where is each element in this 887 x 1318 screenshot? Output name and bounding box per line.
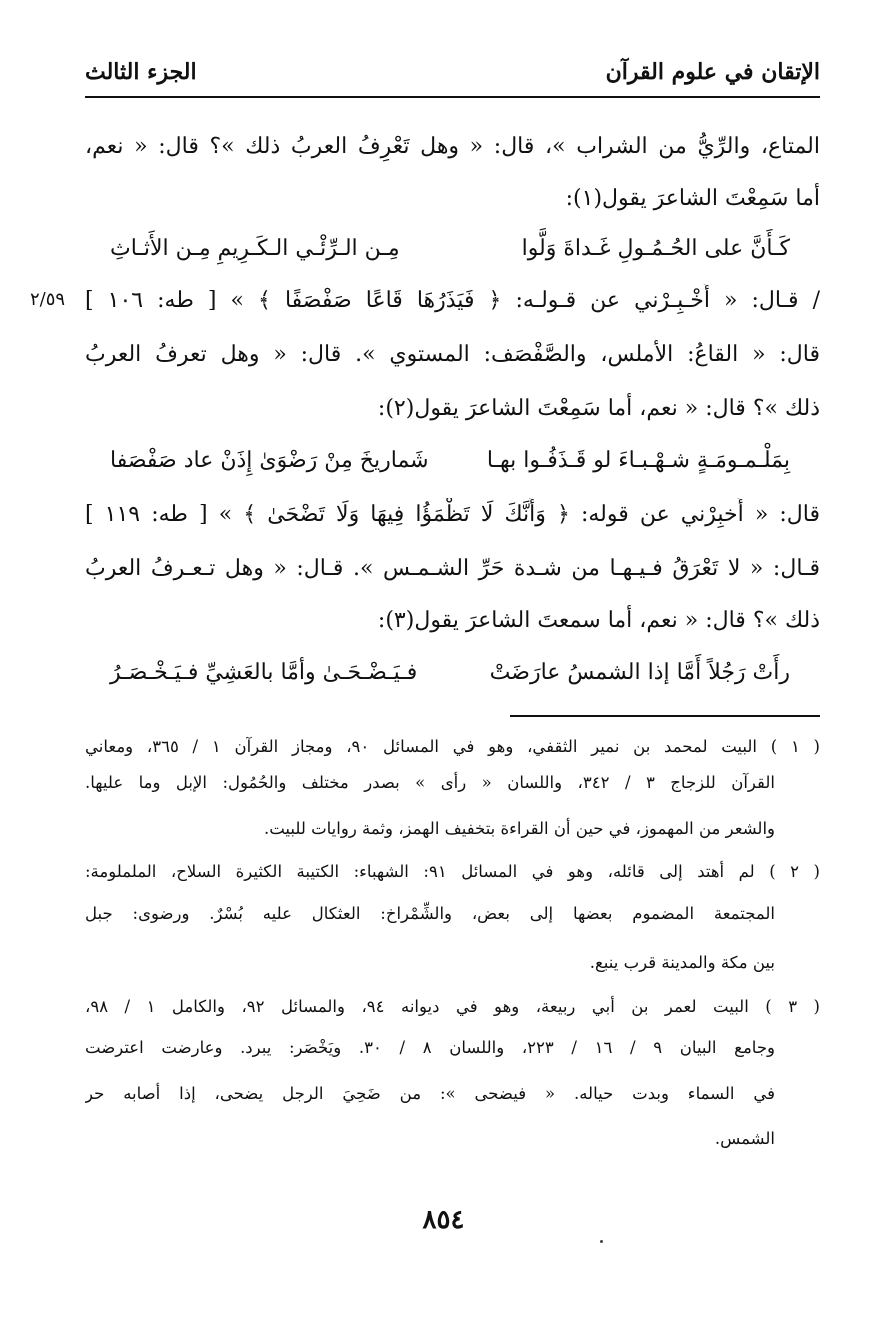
- footnote-3-line: وجامع البيان ٩ / ١٦ / ٢٢٣، واللسان ٨ / ٣٠. ويَخْصَر: يبرد. وعارضت اعترضت: [85, 1038, 775, 1057]
- verse-line: [110, 656, 790, 696]
- footnote-divider: [510, 715, 820, 717]
- verse-first-hemistich: رأَتْ رَجُلاً أَمَّا إذا الشمسُ عارَضَتْ: [489, 660, 790, 685]
- footnote-3-line: في السماء وبدت حياله. « فيضحى »: من ضَحِيَ الرجل يضحى، إذا أصابه حر: [85, 1084, 775, 1103]
- body-line: قال: « أَخبِرْني عن قوله: ﴿ وَأَنَّكَ لَا تَظْمَؤُا فِيهَا وَلَا تَضْحَىٰ ﴾ » [ طه: ١١٩ ]: [85, 502, 820, 527]
- page-number: ٨٥٤: [422, 1205, 465, 1235]
- body-line: قـال: « لا تَعْرَقُ فـيـهـا من شـدة حَرِّ الشـمـس ». قـال: « وهل تـعـرفُ العربُ: [85, 556, 820, 581]
- verse-second-hemistich: مِـن الـرِّئْـي الـكَـرِيمِ مِـن الأَثـاثِ: [110, 236, 400, 261]
- body-line: ذلك »؟ قال: « نعم، أما سَمِعْتَ الشاعرَ يقول(٢):: [377, 396, 820, 421]
- scan-speck: [600, 1240, 603, 1243]
- verse-second-hemistich: فـيَـضْـحَـىٰ وأمَّا بالعَشِيِّ فـيَـخْـصَـرُ: [110, 660, 418, 685]
- running-header: [85, 52, 820, 92]
- book-title: الإتقان في علوم القرآن: [605, 59, 820, 85]
- verse-line: [110, 232, 790, 272]
- header-divider: [85, 96, 820, 98]
- footnote-1-line: ( ١ ) البيت لمحمد بن نمير الثقفي، وهو في المسائل ٩٠، ومجاز القرآن ١ / ٣٦٥، ومعاني: [85, 737, 820, 756]
- body-line: / قـال: « أَخْـبِـرْني عن قـولـه: ﴿ فَيَذَرُهَا قَاعًا صَفْصَفًا ﴾ » [ طه: ١٠٦ ]: [85, 288, 820, 313]
- verse-line: [110, 444, 790, 484]
- body-line: المتاع، والرِّيُّ من الشراب »، قال: « وهل تَعْرِفُ العربُ ذلك »؟ قال: « نعم،: [85, 134, 820, 159]
- verse-second-hemistich: شَماريخَ مِنْ رَضْوَىٰ إِذَنْ عاد صَفْصَفا: [110, 448, 429, 473]
- footnote-1-line: القرآن للزجاج ٣ / ٣٤٢، واللسان « رأى » بصدر مختلف والحُمُول: الإبل وما عليها.: [85, 773, 775, 792]
- body-line: قال: « القاعُ: الأملس، والصَّفْصَف: المستوي ». قال: « وهل تعرفُ العربُ: [85, 342, 820, 367]
- footnote-2-line: بين مكة والمدينة قرب ينبع.: [589, 953, 775, 972]
- footnote-3-line: الشمس.: [714, 1129, 775, 1148]
- body-line: أما سَمِعْتَ الشاعرَ يقول(١):: [565, 186, 820, 211]
- verse-first-hemistich: بِمَلْـمـومَـةٍ شـهْـبـاءَ لو قَـذَفُـوا بهـا: [486, 448, 790, 473]
- footnote-1-line: والشعر من المهموز، في حين أن القراءة بتخفيف الهمز، وثمة روايات للبيت.: [263, 819, 775, 838]
- margin-reference: ٢/٥٩: [30, 289, 66, 310]
- volume-label: الجزء الثالث: [85, 59, 197, 85]
- footnote-2-line: المجتمعة المضموم بعضها إلى بعض، والشِّمْراخ: العثكال عليه بُسْرٌ. ورضوى: جبل: [85, 904, 775, 923]
- footnote-2-line: ( ٢ ) لم أهتد إلى قائله، وهو في المسائل ٩١: الشهباء: الكتيبة الكثيرة السلاح، الململومة:: [85, 862, 820, 881]
- footnote-3-line: ( ٣ ) البيت لعمر بن أبي ربيعة، وهو في ديوانه ٩٤، والمسائل ٩٢، والكامل ١ / ٩٨،: [85, 997, 820, 1016]
- verse-first-hemistich: كَـأَنَّ على الحُـمُـولِ غَـداةَ وَلَّوا: [521, 236, 790, 261]
- body-line: ذلك »؟ قال: « نعم، أما سمعتَ الشاعرَ يقول(٣):: [377, 608, 820, 633]
